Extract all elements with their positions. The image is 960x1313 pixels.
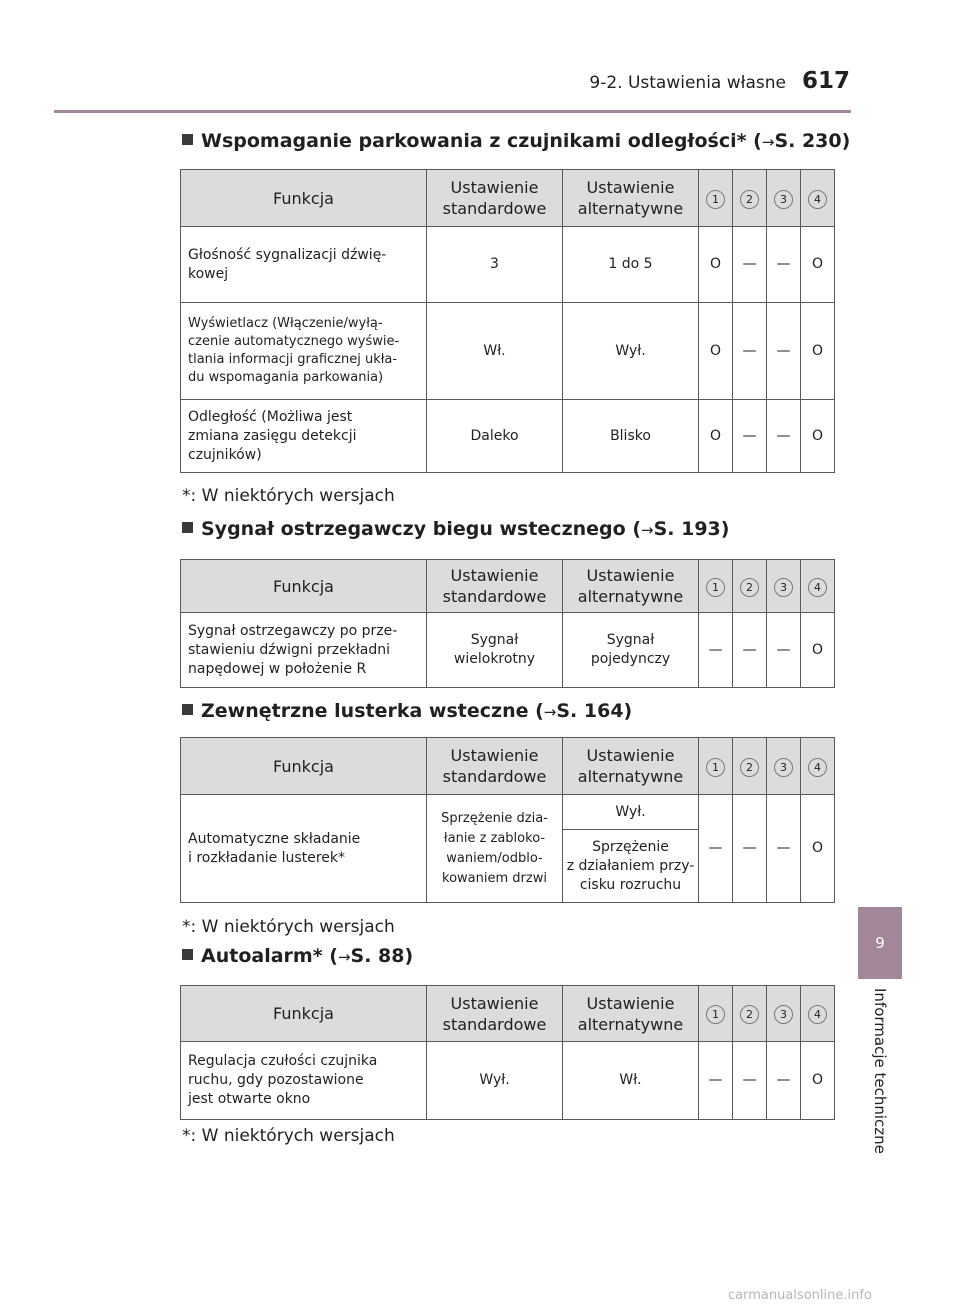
page-reference-link[interactable]: S. 88) (350, 945, 414, 967)
default-cell (427, 613, 563, 688)
circled-number-3-icon: 3 (774, 1005, 793, 1024)
alternative-text: Sprzężenie z działaniem przy- cisku rozruchu (566, 838, 695, 893)
default-cell: 3 (427, 227, 563, 303)
header-col-4 (801, 170, 835, 227)
header-col-1 (699, 560, 733, 613)
function-text: Automatyczne składanie i rozkładanie lusterek* (188, 830, 361, 866)
header-col-3 (767, 986, 801, 1042)
header-col-1 (699, 986, 733, 1042)
circled-number-1-icon: 1 (706, 1005, 725, 1024)
circled-number-1-icon: 1 (706, 190, 725, 209)
circled-number-2-icon: 2 (740, 758, 759, 777)
function-cell (181, 613, 427, 688)
page-reference-link[interactable]: S. 164) (556, 700, 633, 722)
circled-number-4-icon: 4 (808, 1005, 827, 1024)
section-title-text: Sygnał ostrzegawczy biegu wstecznego ( (201, 518, 641, 540)
table-header-row (181, 738, 835, 795)
default-cell: Wył. (427, 1042, 563, 1120)
circled-number-4-icon: 4 (808, 190, 827, 209)
settings-table-parking-assist (180, 169, 835, 473)
section-title-reverse-warning (182, 518, 729, 540)
mark-cell: O (699, 227, 733, 303)
header-section-title: 9-2. Ustawienia własne (589, 73, 786, 93)
section-title-text: Autoalarm* ( (201, 945, 338, 967)
table-row (181, 1042, 835, 1120)
header-default: Ustawienie standardowe (427, 738, 563, 795)
header-col-3 (767, 738, 801, 795)
mark-cell: O (801, 400, 835, 473)
square-bullet-icon (182, 949, 193, 960)
page-number: 617 (801, 68, 850, 94)
header-function: Funkcja (181, 170, 427, 227)
header-col-2 (733, 560, 767, 613)
mark-cell: O (801, 795, 835, 903)
alternative-text: Sygnał pojedynczy (590, 632, 671, 667)
table-row (181, 400, 835, 473)
footnote: *: W niektórych wersjach (182, 917, 395, 937)
page-reference-link[interactable]: S. 230) (774, 130, 851, 152)
alternative-cell (563, 613, 699, 688)
header-col-3 (767, 560, 801, 613)
square-bullet-icon (182, 134, 193, 145)
table-row (181, 227, 835, 303)
function-text: Odległość (Możliwa jest zmiana zasięgu detekcji czujników) (188, 408, 357, 463)
footnote: *: W niektórych wersjach (182, 1126, 395, 1146)
settings-table-mirrors (180, 737, 835, 903)
default-cell (427, 795, 563, 903)
table-header-row (181, 170, 835, 227)
circled-number-2-icon: 2 (740, 1005, 759, 1024)
mark-cell: O (801, 303, 835, 400)
header-col-2 (733, 738, 767, 795)
header-alternative: Ustawienie alternatywne (563, 738, 699, 795)
watermark: carmanualsonline.info (728, 1288, 872, 1303)
function-text: Wyświetlacz (Włączenie/wyłą- czenie automatycznego wyświe- tlania informacji graficznej ukła- du wspomagania parkowania) (188, 316, 400, 385)
header-col-2 (733, 986, 767, 1042)
header-alternative: Ustawienie alternatywne (563, 986, 699, 1042)
circled-number-3-icon: 3 (774, 578, 793, 597)
function-cell (181, 227, 427, 303)
header-rule (54, 110, 851, 113)
circled-number-1-icon: 1 (706, 758, 725, 777)
alternative-cell: Wył. (563, 303, 699, 400)
chapter-label: Informacje techniczne (871, 988, 889, 1154)
arrow-right-icon: → (543, 703, 557, 721)
function-cell (181, 1042, 427, 1120)
default-text: Sprzężenie dzia- łanie z zabloko- waniem/odblo- kowaniem drzwi (441, 810, 548, 886)
header-function: Funkcja (181, 560, 427, 613)
header-alternative: Ustawienie alternatywne (563, 560, 699, 613)
mark-cell: — (699, 795, 733, 903)
function-text: Sygnał ostrzegawczy po prze- stawieniu dźwigni przekładni napędowej w położenie R (188, 622, 398, 677)
header-function: Funkcja (181, 738, 427, 795)
header-default: Ustawienie standardowe (427, 986, 563, 1042)
header-default: Ustawienie standardowe (427, 170, 563, 227)
mark-cell: — (767, 795, 801, 903)
section-title-text: Zewnętrzne lusterka wsteczne ( (201, 700, 544, 722)
function-text: Głośność sygnalizacji dźwię- kowej (188, 246, 387, 282)
square-bullet-icon (182, 704, 193, 715)
mark-cell: — (767, 227, 801, 303)
arrow-right-icon: → (337, 948, 351, 966)
mark-cell: — (699, 613, 733, 688)
mark-cell: O (801, 613, 835, 688)
table-header-row (181, 560, 835, 613)
footnote: *: W niektórych wersjach (182, 486, 395, 506)
chapter-tab[interactable] (858, 907, 902, 979)
mark-cell: — (767, 613, 801, 688)
circled-number-4-icon: 4 (808, 578, 827, 597)
header-col-4 (801, 986, 835, 1042)
circled-number-3-icon: 3 (774, 190, 793, 209)
default-cell: Daleko (427, 400, 563, 473)
page-header (0, 68, 850, 94)
table-header-row (181, 986, 835, 1042)
header-col-4 (801, 738, 835, 795)
header-col-4 (801, 560, 835, 613)
alternative-cell: Blisko (563, 400, 699, 473)
mark-cell: — (733, 303, 767, 400)
mark-cell: O (699, 400, 733, 473)
default-text: Sygnał wielokrotny (453, 632, 536, 667)
section-title-car-alarm (182, 945, 413, 967)
table-row (181, 613, 835, 688)
chapter-number: 9 (875, 934, 885, 952)
function-cell (181, 400, 427, 473)
mark-cell: O (801, 1042, 835, 1120)
circled-number-1-icon: 1 (706, 578, 725, 597)
mark-cell: — (767, 303, 801, 400)
header-col-1 (699, 170, 733, 227)
alternative-cell: Wł. (563, 1042, 699, 1120)
header-col-1 (699, 738, 733, 795)
page-reference-link[interactable]: S. 193) (653, 518, 730, 540)
section-title-mirrors (182, 700, 632, 722)
square-bullet-icon (182, 522, 193, 533)
header-alternative: Ustawienie alternatywne (563, 170, 699, 227)
mark-cell: — (767, 1042, 801, 1120)
function-text: Regulacja czułości czujnika ruchu, gdy pozostawione jest otwarte okno (188, 1053, 378, 1107)
arrow-right-icon: → (761, 133, 775, 151)
mark-cell: — (767, 400, 801, 473)
alternative-cell: Wył. (563, 795, 699, 830)
default-cell: Wł. (427, 303, 563, 400)
mark-cell: O (699, 303, 733, 400)
table-row (181, 795, 835, 830)
circled-number-2-icon: 2 (740, 578, 759, 597)
settings-table-reverse-warning (180, 559, 835, 688)
alternative-cell (563, 830, 699, 903)
mark-cell: — (733, 227, 767, 303)
circled-number-2-icon: 2 (740, 190, 759, 209)
mark-cell: O (801, 227, 835, 303)
mark-cell: — (699, 1042, 733, 1120)
section-title-parking-assist (182, 130, 850, 152)
circled-number-4-icon: 4 (808, 758, 827, 777)
alternative-cell: 1 do 5 (563, 227, 699, 303)
header-default: Ustawienie standardowe (427, 560, 563, 613)
settings-table-car-alarm (180, 985, 835, 1120)
header-function: Funkcja (181, 986, 427, 1042)
section-title-text: Wspomaganie parkowania z czujnikami odległości* ( (201, 130, 762, 152)
function-cell (181, 795, 427, 903)
header-col-2 (733, 170, 767, 227)
function-cell (181, 303, 427, 400)
header-col-3 (767, 170, 801, 227)
mark-cell: — (733, 400, 767, 473)
mark-cell: — (733, 613, 767, 688)
mark-cell: — (733, 1042, 767, 1120)
circled-number-3-icon: 3 (774, 758, 793, 777)
arrow-right-icon: → (641, 521, 654, 539)
table-row (181, 303, 835, 400)
mark-cell: — (733, 795, 767, 903)
